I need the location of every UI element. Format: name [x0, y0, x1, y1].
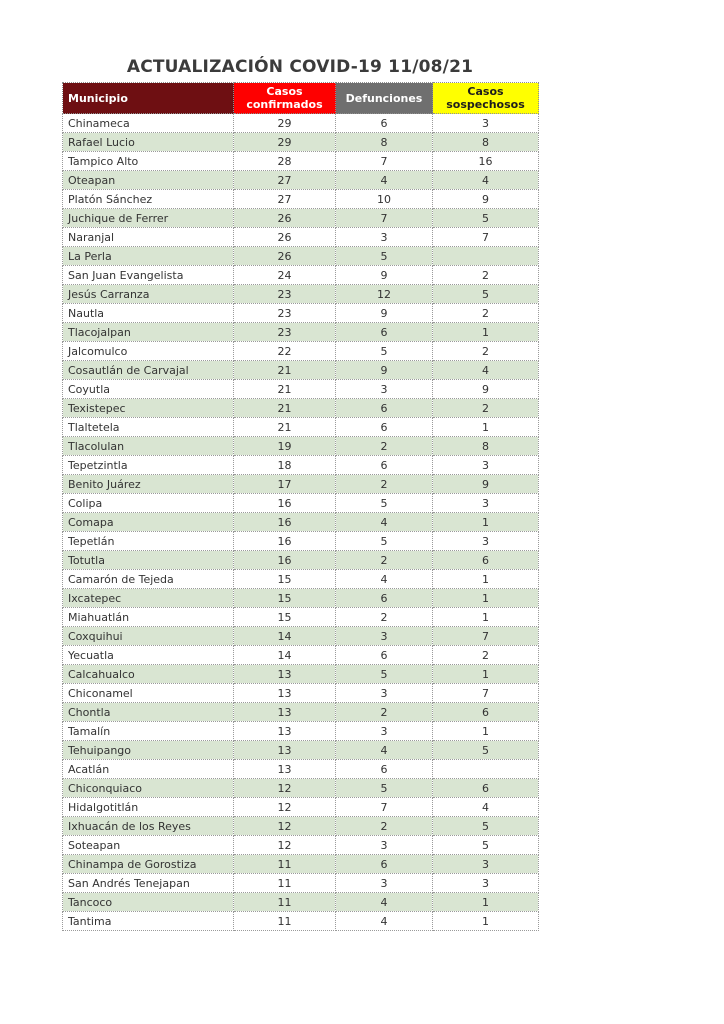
municipio-cell: Camarón de Tejeda: [63, 570, 234, 589]
defunciones-cell: 9: [336, 304, 433, 323]
defunciones-cell: 6: [336, 418, 433, 437]
defunciones-cell: 3: [336, 874, 433, 893]
defunciones-cell: 3: [336, 228, 433, 247]
casos-sospechosos-cell: 9: [433, 475, 539, 494]
casos-confirmados-cell: 15: [234, 589, 336, 608]
table-row: [63, 494, 539, 513]
casos-sospechosos-cell: 2: [433, 342, 539, 361]
defunciones-cell: 4: [336, 171, 433, 190]
casos-sospechosos-cell: 5: [433, 741, 539, 760]
casos-sospechosos-cell: 9: [433, 190, 539, 209]
casos-confirmados-cell: 13: [234, 722, 336, 741]
municipio-cell: Cosautlán de Carvajal: [63, 361, 234, 380]
defunciones-cell: 6: [336, 760, 433, 779]
casos-sospechosos-cell: 4: [433, 171, 539, 190]
casos-confirmados-cell: 22: [234, 342, 336, 361]
table-row: [63, 266, 539, 285]
table-row: [63, 532, 539, 551]
table-row: [63, 247, 539, 266]
table-row: [63, 760, 539, 779]
defunciones-cell: 4: [336, 570, 433, 589]
table-row: [63, 323, 539, 342]
casos-confirmados-cell: 15: [234, 570, 336, 589]
casos-sospechosos-cell: 3: [433, 874, 539, 893]
casos-sospechosos-cell: 16: [433, 152, 539, 171]
casos-sospechosos-cell: 2: [433, 399, 539, 418]
casos-sospechosos-cell: 6: [433, 703, 539, 722]
casos-confirmados-cell: 12: [234, 836, 336, 855]
column-header-casos-sospechosos: Casos sospechosos: [433, 83, 539, 114]
defunciones-cell: 6: [336, 456, 433, 475]
casos-sospechosos-cell: 2: [433, 304, 539, 323]
casos-sospechosos-cell: 1: [433, 665, 539, 684]
table-row: [63, 570, 539, 589]
municipio-cell: San Andrés Tenejapan: [63, 874, 234, 893]
defunciones-cell: 3: [336, 627, 433, 646]
table-row: [63, 798, 539, 817]
casos-sospechosos-cell: 3: [433, 494, 539, 513]
casos-sospechosos-cell: 1: [433, 418, 539, 437]
casos-confirmados-cell: 19: [234, 437, 336, 456]
casos-confirmados-cell: 21: [234, 399, 336, 418]
defunciones-cell: 3: [336, 722, 433, 741]
casos-sospechosos-cell: 8: [433, 437, 539, 456]
casos-confirmados-cell: 29: [234, 114, 336, 133]
municipio-cell: Soteapan: [63, 836, 234, 855]
casos-sospechosos-cell: 1: [433, 323, 539, 342]
casos-sospechosos-cell: 1: [433, 513, 539, 532]
municipio-cell: Tamalín: [63, 722, 234, 741]
table-row: [63, 874, 539, 893]
casos-confirmados-cell: 28: [234, 152, 336, 171]
table-row: [63, 741, 539, 760]
table-row: [63, 399, 539, 418]
casos-confirmados-cell: 13: [234, 665, 336, 684]
defunciones-cell: 3: [336, 836, 433, 855]
municipio-cell: Texistepec: [63, 399, 234, 418]
municipio-cell: Chiconquiaco: [63, 779, 234, 798]
casos-confirmados-cell: 21: [234, 361, 336, 380]
table-row: [63, 190, 539, 209]
casos-sospechosos-cell: 3: [433, 532, 539, 551]
casos-confirmados-cell: 14: [234, 646, 336, 665]
casos-sospechosos-cell: 3: [433, 456, 539, 475]
municipio-cell: Jalcomulco: [63, 342, 234, 361]
defunciones-cell: 12: [336, 285, 433, 304]
covid-update-sheet: [62, 57, 538, 931]
municipio-cell: Tampico Alto: [63, 152, 234, 171]
casos-sospechosos-cell: 1: [433, 608, 539, 627]
defunciones-cell: 5: [336, 532, 433, 551]
casos-sospechosos-cell: [433, 247, 539, 266]
defunciones-cell: 5: [336, 665, 433, 684]
casos-sospechosos-cell: 1: [433, 570, 539, 589]
municipio-cell: Colipa: [63, 494, 234, 513]
casos-sospechosos-cell: 6: [433, 779, 539, 798]
defunciones-cell: 6: [336, 646, 433, 665]
casos-sospechosos-cell: 5: [433, 836, 539, 855]
covid-table: [62, 82, 539, 931]
column-header-municipio: Municipio: [63, 83, 234, 114]
casos-confirmados-cell: 27: [234, 190, 336, 209]
table-row: [63, 513, 539, 532]
municipio-cell: Comapa: [63, 513, 234, 532]
header-row: [63, 83, 539, 114]
defunciones-cell: 9: [336, 266, 433, 285]
table-body: [63, 114, 539, 931]
casos-confirmados-cell: 16: [234, 532, 336, 551]
defunciones-cell: 2: [336, 551, 433, 570]
casos-confirmados-cell: 24: [234, 266, 336, 285]
municipio-cell: Platón Sánchez: [63, 190, 234, 209]
casos-confirmados-cell: 26: [234, 209, 336, 228]
table-row: [63, 722, 539, 741]
casos-sospechosos-cell: [433, 760, 539, 779]
municipio-cell: Juchique de Ferrer: [63, 209, 234, 228]
defunciones-cell: 7: [336, 209, 433, 228]
casos-confirmados-cell: 17: [234, 475, 336, 494]
table-row: [63, 684, 539, 703]
defunciones-cell: 6: [336, 855, 433, 874]
defunciones-cell: 2: [336, 608, 433, 627]
defunciones-cell: 2: [336, 437, 433, 456]
municipio-cell: Acatlán: [63, 760, 234, 779]
defunciones-cell: 6: [336, 589, 433, 608]
casos-sospechosos-cell: 4: [433, 361, 539, 380]
casos-confirmados-cell: 13: [234, 741, 336, 760]
casos-confirmados-cell: 29: [234, 133, 336, 152]
municipio-cell: Hidalgotitlán: [63, 798, 234, 817]
defunciones-cell: 3: [336, 684, 433, 703]
defunciones-cell: 2: [336, 475, 433, 494]
casos-sospechosos-cell: 1: [433, 722, 539, 741]
municipio-cell: San Juan Evangelista: [63, 266, 234, 285]
casos-sospechosos-cell: 6: [433, 551, 539, 570]
defunciones-cell: 4: [336, 912, 433, 931]
casos-confirmados-cell: 11: [234, 912, 336, 931]
casos-confirmados-cell: 14: [234, 627, 336, 646]
table-row: [63, 912, 539, 931]
casos-confirmados-cell: 16: [234, 551, 336, 570]
table-row: [63, 380, 539, 399]
casos-confirmados-cell: 26: [234, 228, 336, 247]
municipio-cell: Rafael Lucio: [63, 133, 234, 152]
municipio-cell: Tlacojalpan: [63, 323, 234, 342]
municipio-cell: Chinameca: [63, 114, 234, 133]
casos-confirmados-cell: 11: [234, 893, 336, 912]
casos-confirmados-cell: 12: [234, 779, 336, 798]
casos-confirmados-cell: 12: [234, 798, 336, 817]
casos-sospechosos-cell: 2: [433, 646, 539, 665]
casos-sospechosos-cell: 1: [433, 893, 539, 912]
table-row: [63, 665, 539, 684]
casos-confirmados-cell: 12: [234, 817, 336, 836]
table-row: [63, 361, 539, 380]
defunciones-cell: 6: [336, 323, 433, 342]
casos-sospechosos-cell: 7: [433, 684, 539, 703]
table-row: [63, 627, 539, 646]
defunciones-cell: 5: [336, 779, 433, 798]
municipio-cell: Coxquihui: [63, 627, 234, 646]
casos-confirmados-cell: 11: [234, 874, 336, 893]
municipio-cell: Jesús Carranza: [63, 285, 234, 304]
table-row: [63, 475, 539, 494]
table-row: [63, 779, 539, 798]
defunciones-cell: 7: [336, 798, 433, 817]
municipio-cell: Ixcatepec: [63, 589, 234, 608]
casos-sospechosos-cell: 5: [433, 817, 539, 836]
defunciones-cell: 2: [336, 817, 433, 836]
defunciones-cell: 4: [336, 741, 433, 760]
casos-confirmados-cell: 16: [234, 494, 336, 513]
table-row: [63, 114, 539, 133]
casos-sospechosos-cell: 5: [433, 209, 539, 228]
municipio-cell: Nautla: [63, 304, 234, 323]
defunciones-cell: 5: [336, 247, 433, 266]
defunciones-cell: 10: [336, 190, 433, 209]
defunciones-cell: 5: [336, 342, 433, 361]
casos-confirmados-cell: 23: [234, 304, 336, 323]
municipio-cell: Naranjal: [63, 228, 234, 247]
municipio-cell: Ixhuacán de los Reyes: [63, 817, 234, 836]
casos-confirmados-cell: 26: [234, 247, 336, 266]
table-row: [63, 342, 539, 361]
municipio-cell: Yecuatla: [63, 646, 234, 665]
defunciones-cell: 7: [336, 152, 433, 171]
table-row: [63, 171, 539, 190]
casos-sospechosos-cell: 4: [433, 798, 539, 817]
table-row: [63, 418, 539, 437]
casos-sospechosos-cell: 1: [433, 912, 539, 931]
table-row: [63, 589, 539, 608]
municipio-cell: Chinampa de Gorostiza: [63, 855, 234, 874]
table-row: [63, 855, 539, 874]
table-row: [63, 703, 539, 722]
table-row: [63, 836, 539, 855]
table-row: [63, 285, 539, 304]
table-row: [63, 228, 539, 247]
municipio-cell: Tantima: [63, 912, 234, 931]
casos-confirmados-cell: 27: [234, 171, 336, 190]
table-row: [63, 456, 539, 475]
casos-confirmados-cell: 21: [234, 380, 336, 399]
defunciones-cell: 3: [336, 380, 433, 399]
casos-sospechosos-cell: 7: [433, 228, 539, 247]
table-row: [63, 646, 539, 665]
defunciones-cell: 6: [336, 114, 433, 133]
casos-confirmados-cell: 21: [234, 418, 336, 437]
table-row: [63, 304, 539, 323]
defunciones-cell: 5: [336, 494, 433, 513]
defunciones-cell: 9: [336, 361, 433, 380]
casos-confirmados-cell: 13: [234, 760, 336, 779]
defunciones-cell: 4: [336, 513, 433, 532]
table-row: [63, 608, 539, 627]
defunciones-cell: 2: [336, 703, 433, 722]
municipio-cell: Tlacolulan: [63, 437, 234, 456]
defunciones-cell: 8: [336, 133, 433, 152]
casos-confirmados-cell: 15: [234, 608, 336, 627]
casos-sospechosos-cell: 3: [433, 114, 539, 133]
municipio-cell: Tancoco: [63, 893, 234, 912]
municipio-cell: Tlaltetela: [63, 418, 234, 437]
municipio-cell: Tepetlán: [63, 532, 234, 551]
casos-sospechosos-cell: 5: [433, 285, 539, 304]
municipio-cell: Oteapan: [63, 171, 234, 190]
table-row: [63, 437, 539, 456]
municipio-cell: Miahuatlán: [63, 608, 234, 627]
municipio-cell: Totutla: [63, 551, 234, 570]
municipio-cell: Chontla: [63, 703, 234, 722]
casos-confirmados-cell: 23: [234, 285, 336, 304]
table-header: [63, 83, 539, 114]
column-header-defunciones: Defunciones: [336, 83, 433, 114]
casos-confirmados-cell: 13: [234, 703, 336, 722]
casos-confirmados-cell: 13: [234, 684, 336, 703]
casos-sospechosos-cell: 1: [433, 589, 539, 608]
municipio-cell: Calcahualco: [63, 665, 234, 684]
municipio-cell: Chiconamel: [63, 684, 234, 703]
table-row: [63, 551, 539, 570]
municipio-cell: Coyutla: [63, 380, 234, 399]
casos-sospechosos-cell: 3: [433, 855, 539, 874]
table-row: [63, 817, 539, 836]
defunciones-cell: 6: [336, 399, 433, 418]
municipio-cell: Tepetzintla: [63, 456, 234, 475]
column-header-casos-confirmados: Casos confirmados: [234, 83, 336, 114]
defunciones-cell: 4: [336, 893, 433, 912]
page-title: ACTUALIZACIÓN COVID-19 11/08/21: [126, 57, 474, 77]
casos-sospechosos-cell: 2: [433, 266, 539, 285]
casos-sospechosos-cell: 7: [433, 627, 539, 646]
casos-confirmados-cell: 11: [234, 855, 336, 874]
table-row: [63, 152, 539, 171]
casos-confirmados-cell: 18: [234, 456, 336, 475]
casos-confirmados-cell: 16: [234, 513, 336, 532]
casos-confirmados-cell: 23: [234, 323, 336, 342]
municipio-cell: Tehuipango: [63, 741, 234, 760]
casos-sospechosos-cell: 9: [433, 380, 539, 399]
municipio-cell: La Perla: [63, 247, 234, 266]
table-row: [63, 133, 539, 152]
municipio-cell: Benito Juárez: [63, 475, 234, 494]
table-row: [63, 209, 539, 228]
casos-sospechosos-cell: 8: [433, 133, 539, 152]
table-row: [63, 893, 539, 912]
